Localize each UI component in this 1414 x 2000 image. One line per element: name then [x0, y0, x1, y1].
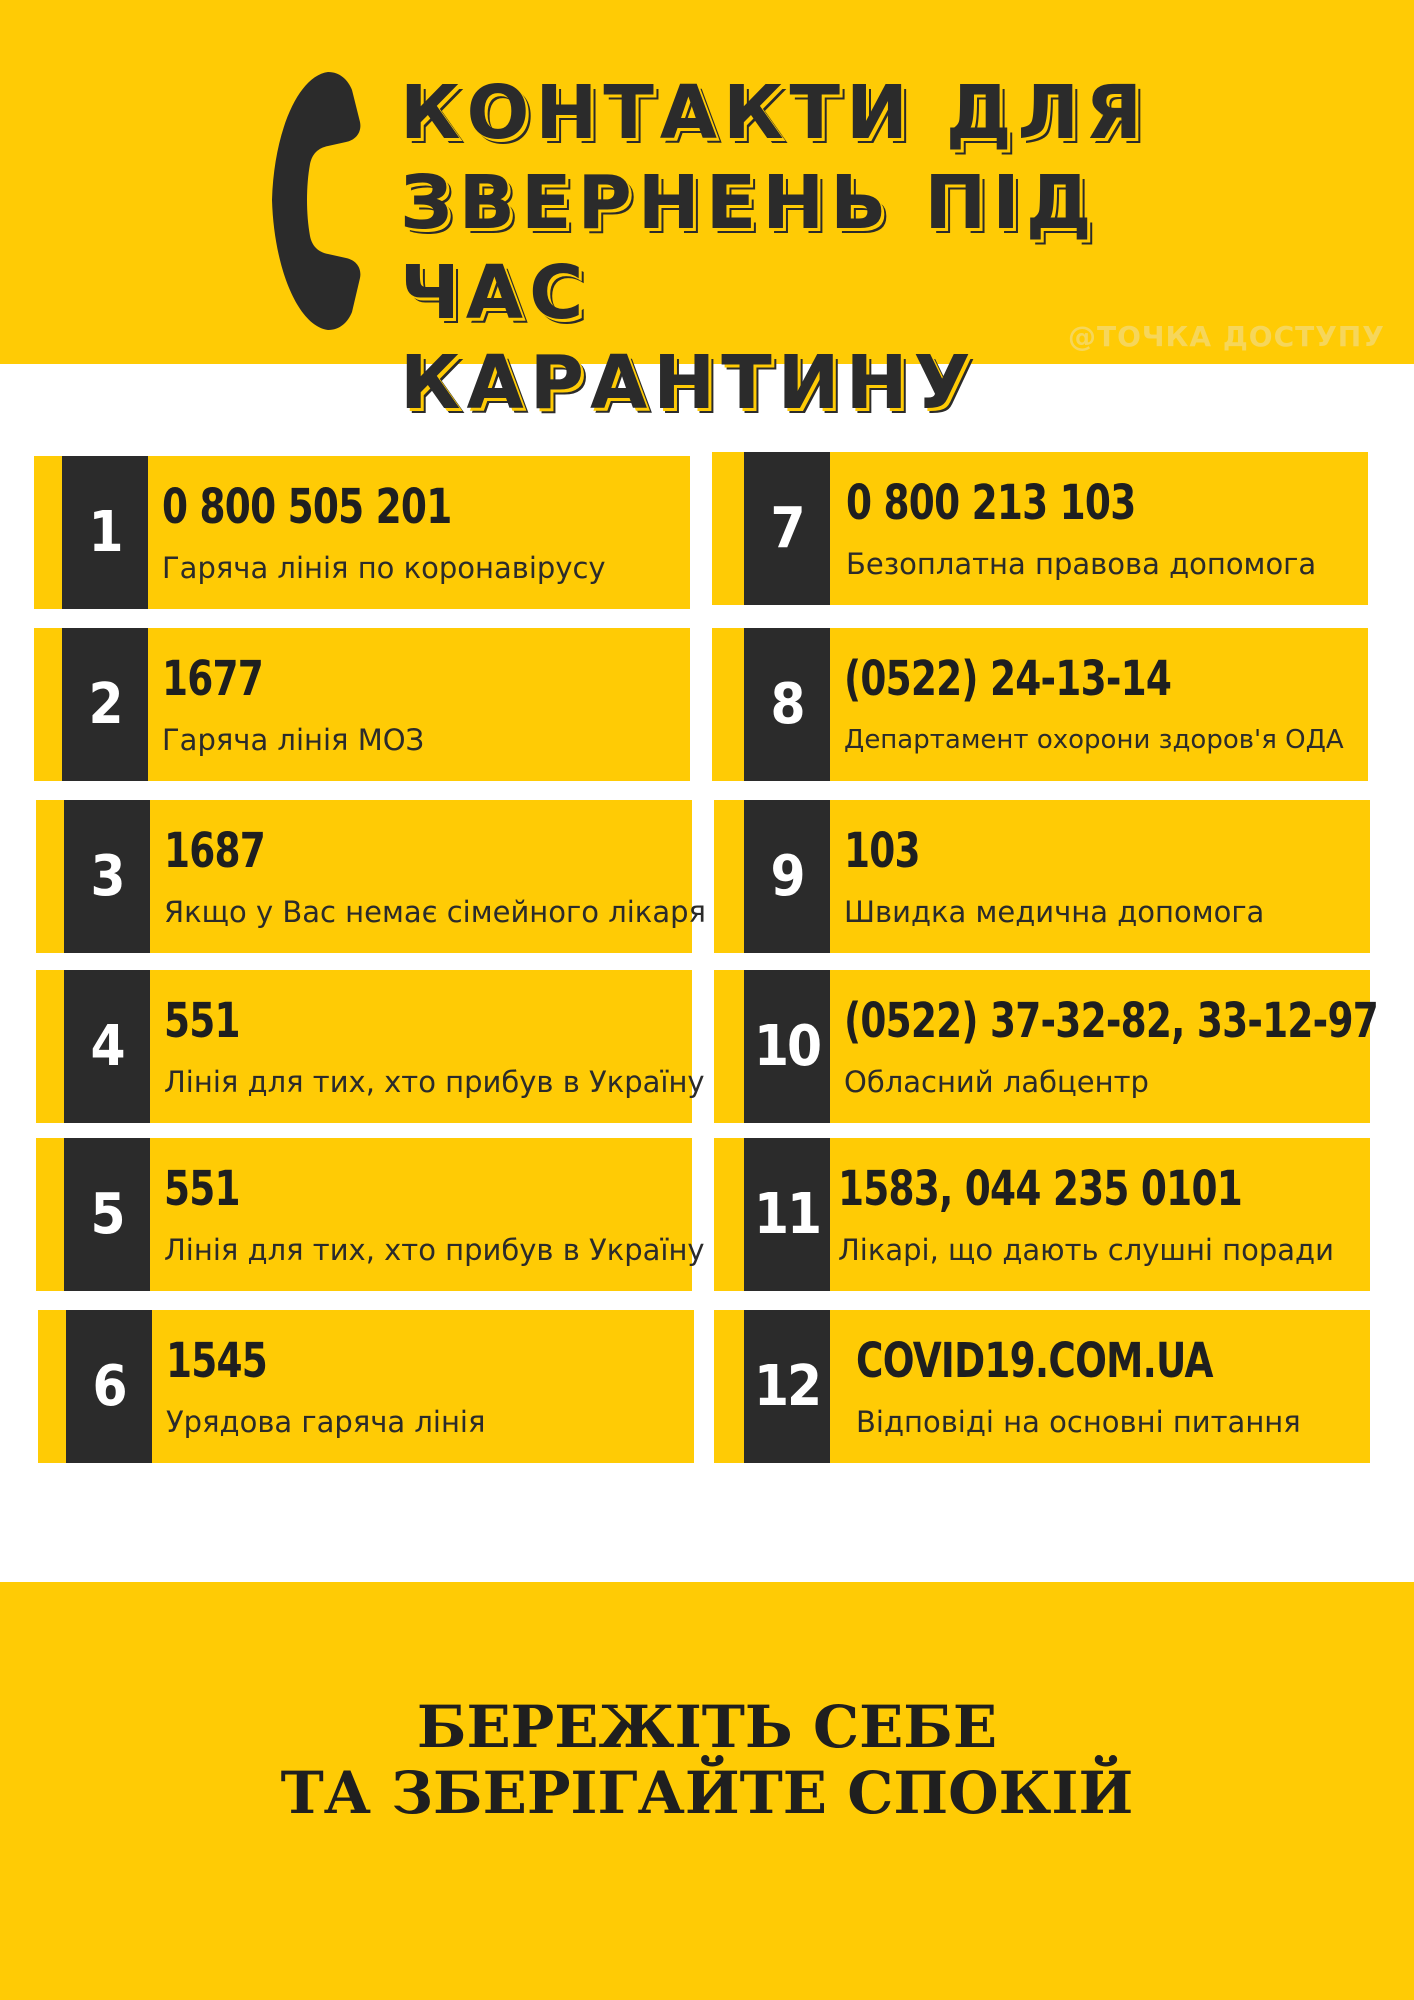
contact-description: Урядова гаряча лінія — [166, 1405, 486, 1439]
contact-phone[interactable]: 1583, 044 235 0101 — [838, 1161, 1243, 1217]
slogan-line-2: ТА ЗБЕРІГАЙТЕ СПОКІЙ — [280, 1759, 1134, 1827]
contact-phone[interactable]: 1677 — [162, 651, 264, 707]
contact-phone[interactable]: (0522) 37-32-82, 33-12-97 — [844, 993, 1378, 1049]
contact-phone[interactable]: 103 — [844, 823, 920, 879]
title-line-1: КОНТАКТИ ДЛЯ — [400, 70, 1149, 156]
contact-description: Лінія для тих, хто прибув в Україну — [164, 1233, 705, 1267]
title-line-3: КАРАНТИНУ — [400, 340, 977, 426]
contact-description: Відповіді на основні питання — [856, 1405, 1301, 1439]
contact-number: 7 — [744, 452, 830, 605]
contact-number: 8 — [744, 628, 830, 781]
contact-phone[interactable]: 1545 — [166, 1333, 268, 1389]
contact-card — [36, 1138, 705, 1291]
contact-phone[interactable]: 0 800 505 201 — [162, 479, 452, 535]
footer-slogan — [0, 1694, 1414, 1826]
contact-number: 11 — [744, 1138, 830, 1291]
contact-description: Швидка медична допомога — [844, 895, 1265, 929]
contact-description: Гаряча лінія по коронавірусу — [162, 551, 606, 585]
contact-card — [714, 1138, 1370, 1291]
contact-number: 1 — [62, 456, 148, 609]
contact-phone[interactable]: 1687 — [164, 823, 266, 879]
contact-number: 9 — [744, 800, 830, 953]
contact-card — [714, 970, 1378, 1123]
contact-card — [36, 970, 705, 1123]
contact-phone[interactable]: 0 800 213 103 — [846, 475, 1136, 531]
contact-description: Якщо у Вас немає сімейного лікаря — [164, 895, 706, 929]
contact-phone[interactable]: 551 — [164, 993, 240, 1049]
contact-number: 6 — [66, 1310, 152, 1463]
watermark: @ТОЧКА ДОСТУПУ — [1068, 320, 1385, 353]
contact-number: 10 — [744, 970, 830, 1123]
contact-number: 3 — [64, 800, 150, 953]
contact-description: Безоплатна правова допомога — [846, 547, 1317, 581]
contact-number: 4 — [64, 970, 150, 1123]
contact-card — [714, 800, 1370, 953]
contact-card — [36, 800, 706, 953]
contact-card — [38, 1310, 694, 1463]
contact-card — [714, 1310, 1370, 1463]
contact-number: 5 — [64, 1138, 150, 1291]
contact-phone[interactable]: (0522) 24-13-14 — [844, 651, 1172, 707]
contact-card — [34, 628, 690, 781]
contact-description: Лінія для тих, хто прибув в Україну — [164, 1065, 705, 1099]
footer-banner — [0, 1582, 1414, 2000]
title-line-2: ЗВЕРНЕНЬ ПІД ЧАС — [400, 160, 1098, 336]
contact-description: Лікарі, що дають слушні поради — [838, 1233, 1334, 1267]
slogan-line-1: БЕРЕЖІТЬ СЕБЕ — [416, 1693, 998, 1761]
contact-card — [712, 628, 1368, 781]
contact-phone[interactable]: COVID19.COM.UA — [856, 1333, 1213, 1389]
contact-number: 12 — [744, 1310, 830, 1463]
contact-description: Гаряча лінія МОЗ — [162, 723, 425, 757]
contact-card — [712, 452, 1368, 605]
contact-card — [34, 456, 690, 609]
contact-description: Обласний лабцентр — [844, 1065, 1149, 1099]
contact-number: 2 — [62, 628, 148, 781]
contact-phone[interactable]: 551 — [164, 1161, 240, 1217]
contact-description: Департамент охорони здоров'я ОДА — [844, 725, 1344, 755]
